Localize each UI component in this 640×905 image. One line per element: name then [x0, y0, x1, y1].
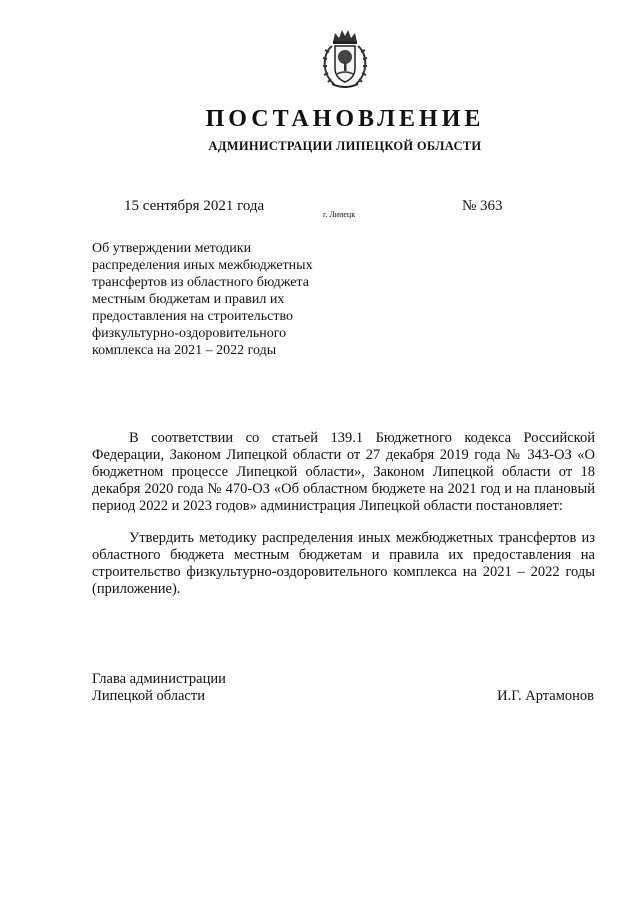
document-number: № 363: [462, 198, 503, 214]
lipetsk-coat-of-arms-icon: [318, 28, 372, 90]
signatory-name: И.Г. Артамонов: [497, 688, 594, 704]
subject-line: комплекса на 2021 – 2022 годы: [92, 343, 277, 358]
document-date: 15 сентября 2021 года: [124, 198, 265, 214]
document-body: [92, 430, 595, 613]
document-city: г. Липецк: [323, 210, 356, 219]
signatory-position: [92, 671, 226, 705]
subject-line: Об утверждении методики: [92, 241, 252, 256]
body-paragraph: Утвердить методику распределения иных межбюджетных трансфертов из областного бюджета местным бюджетам и правила их предоставления на строительство физкультурно-оздоровительного комплекса на 2021 – 2022 годы (приложение).: [92, 530, 595, 597]
subject-line: предоставления на строительство: [92, 309, 294, 324]
signatory-position-line2: Липецкой области: [92, 688, 205, 704]
subject-line: физкультурно-оздоровительного: [92, 326, 287, 341]
document-title: ПОСТАНОВЛЕНИЕ: [205, 106, 485, 132]
issuing-authority: АДМИНИСТРАЦИИ ЛИПЕЦКОЙ ОБЛАСТИ: [208, 139, 482, 153]
subject-line: местным бюджетам и правил их: [92, 292, 285, 307]
subject-line: трансфертов из областного бюджета: [92, 275, 309, 290]
subject-line: распределения иных межбюджетных: [92, 258, 313, 273]
signatory-position-line1: Глава администрации: [92, 671, 226, 687]
document-subject: [92, 240, 352, 359]
body-paragraph: В соответствии со статьей 139.1 Бюджетного кодекса Российской Федерации, Законом Липецкой области от 27 декабря 2019 года № 343-ОЗ «О бюджетном процессе Липецкой области», Законом Липецкой области от 18 декабря 2020 года № 470-ОЗ «Об областном бюджете на 2021 год и на плановый период 2022 и 2023 годов» администрация Липецкой области постановляет:: [92, 430, 595, 514]
